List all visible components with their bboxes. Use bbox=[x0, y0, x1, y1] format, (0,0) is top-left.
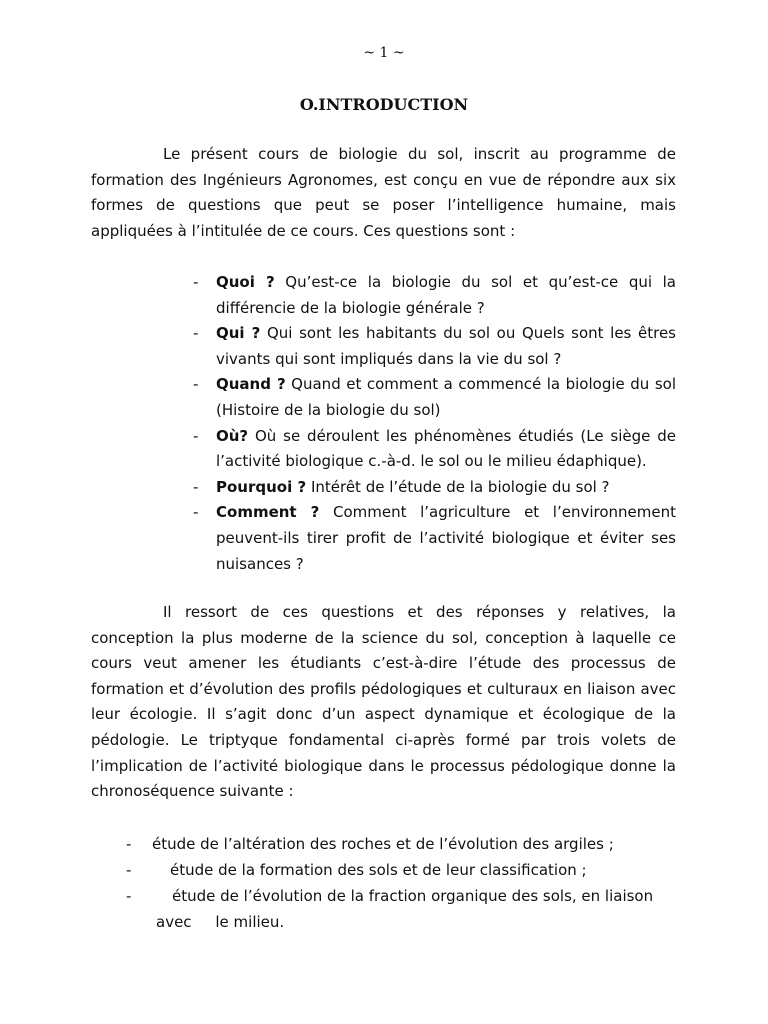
chronosequence-text: étude de la formation des sols et de leur classification ; bbox=[170, 861, 587, 879]
chronosequence-text: étude de l’évolution de la fraction organique des sols, en liaison bbox=[172, 887, 654, 905]
list-dash: - bbox=[193, 477, 199, 496]
section-title: O.INTRODUCTION bbox=[299, 95, 469, 114]
list-dash: - bbox=[193, 273, 199, 291]
question-term: Quoi ? bbox=[216, 273, 275, 291]
question-item-quoi bbox=[190, 270, 676, 321]
question-text: Qui sont les habitants du sol ou Quels sont les êtres vivants qui sont impliqués dans la vie du sol ? bbox=[216, 324, 676, 368]
list-dash: - bbox=[193, 375, 199, 394]
question-item-pourquoi bbox=[190, 475, 676, 501]
intro-paragraph: Le présent cours de biologie du sol, inscrit au programme de formation des Ingénieurs Agronomes, est conçu en vue de répondre aux six formes de questions que peut se poser l’intelligence humaine, mais appliquées à l’intitulée de ce cours. Ces questions sont : bbox=[91, 145, 676, 240]
question-text: Qu’est-ce la biologie du sol et qu’est-ce qui la différencie de la biologie générale ? bbox=[216, 273, 676, 317]
question-text: Où se déroulent les phénomènes étudiés (Le siège de l’activité biologique c.-à-d. le sol ou le milieu édaphique). bbox=[216, 426, 676, 471]
list-dash: - bbox=[193, 503, 199, 522]
list-dash: - bbox=[126, 835, 132, 853]
list-dash: - bbox=[126, 861, 132, 879]
chronosequence-item bbox=[126, 883, 676, 935]
question-term: Pourquoi ? bbox=[216, 477, 307, 496]
question-text: Comment l’agriculture et l’environnement peuvent-ils tirer profit de l’activité biologique et éviter ses nuisances ? bbox=[216, 503, 676, 573]
list-dash: - bbox=[126, 887, 132, 905]
chronosequence-text: étude de l’altération des roches et de l’évolution des argiles ; bbox=[152, 835, 614, 853]
question-item-comment bbox=[190, 500, 676, 577]
chronosequence-item bbox=[126, 831, 676, 857]
question-item-ou bbox=[190, 424, 676, 475]
page-number: ~ 1 ~ bbox=[363, 45, 405, 61]
list-dash: - bbox=[193, 324, 199, 343]
question-item-quand bbox=[190, 372, 676, 423]
question-item-qui bbox=[190, 321, 676, 372]
question-term: Qui ? bbox=[216, 324, 261, 343]
chronosequence-list bbox=[126, 831, 676, 935]
chronosequence-continuation: avec le milieu. bbox=[156, 913, 285, 931]
question-text: Intérêt de l’étude de la biologie du sol ? bbox=[306, 477, 610, 496]
questions-list bbox=[190, 270, 676, 577]
second-paragraph: Il ressort de ces questions et des réponses y relatives, la conception la plus moderne de la science du sol, conception à laquelle ce cours veut amener les étudiants c’est-à-dire l’étude des processus de formation et d’évolution des profils pédologiques et culturaux en liaison avec leur écologie. Il s’agit donc d’un aspect dynamique et écologique de la pédologie. Le triptyque fondamental ci-après formé par trois volets de l’implication de l’activité biologique dans le processus pédologique donne la chronoséquence suivante : bbox=[91, 603, 676, 801]
chronosequence-item bbox=[126, 857, 676, 883]
question-term: Où? bbox=[216, 426, 249, 445]
question-term: Quand ? bbox=[216, 375, 286, 394]
question-term: Comment ? bbox=[216, 503, 320, 522]
question-text: Quand et comment a commencé la biologie du sol (Histoire de la biologie du sol) bbox=[216, 375, 676, 419]
list-dash: - bbox=[193, 426, 199, 445]
